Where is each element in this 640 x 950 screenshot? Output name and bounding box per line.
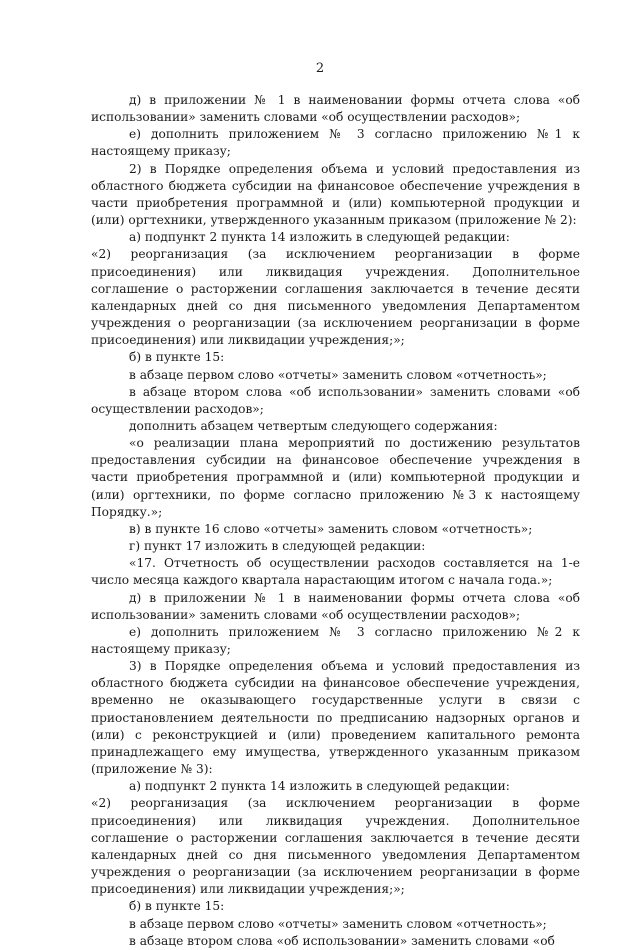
paragraph: е) дополнить приложением № 3 согласно приложению №1 к настоящему приказу; [91, 127, 580, 159]
paragraph: в абзаце втором слова «об использовании» заменить словами «об [129, 933, 555, 948]
paragraph: в) в пункте 16 слово «отчеты» заменить словом «отчетность»; [129, 521, 533, 536]
paragraph: б) в пункте 15: [129, 899, 225, 914]
paragraph: 2) в Порядке определения объема и условий предоставления из областного бюджета субсидии на финансовое обеспечение учреждения в части приобретения программной и (или) компьютерной продукции и (или) оргтехники, утвержденного указанным приказом (приложение № 2): [91, 161, 580, 228]
paragraph: 3) в Порядке определения объема и условий предоставления из областного бюджета субсидии на финансовое обеспечение учреждения, временно не оказывающего государственные услуги в связи с приостановлением деятельности по предписанию надзорных органов и (или) с реконструкцией и (или) проведением капитального ремонта принадлежащего ему имущества, утвержденного указанным приказом (приложение № 3): [91, 659, 580, 777]
paragraph: г) пункт 17 изложить в следующей редакции: [129, 539, 426, 554]
paragraph: е) дополнить приложением № 3 согласно приложению №2 к настоящему приказу; [91, 624, 580, 656]
document-body [91, 92, 580, 950]
paragraph: в абзаце втором слова «об использовании» заменить словами «об осуществлении расходов»; [91, 384, 580, 416]
paragraph: «о реализации плана мероприятий по достижению результатов предоставления субсидии на финансовое обеспечение учреждения в части приобретения программной и (или) компьютерной продукции и (или) оргтехники, по форме согласно приложению №3 к настоящему Порядку.»; [91, 436, 580, 519]
paragraph: «2) реорганизация (за исключением реорганизации в форме присоединения) или ликвидация учреждения. Дополнительное соглашение о расторжении соглашения заключается в течение десяти календарных дней со дня письменного уведомления Департаментом учреждения о реорганизации (за исключением реорганизации в форме присоединения) или ликвидации учреждения;»; [91, 247, 580, 348]
paragraph: «2) реорганизация (за исключением реорганизации в форме присоединения) или ликвидация учреждения. Дополнительное соглашение о расторжении соглашения заключается в течение десяти календарных дней со дня письменного уведомления Департаментом учреждения о реорганизации (за исключением реорганизации в форме присоединения) или ликвидации учреждения;»; [91, 796, 580, 897]
paragraph: в абзаце первом слово «отчеты» заменить словом «отчетность»; [129, 367, 547, 382]
paragraph: д) в приложении № 1 в наименовании формы отчета слова «об использовании» заменить словами «об осуществлении расходов»; [91, 590, 580, 622]
paragraph: а) подпункт 2 пункта 14 изложить в следующей редакции: [129, 779, 510, 794]
paragraph: д) в приложении № 1 в наименовании формы отчета слова «об использовании» заменить словами «об осуществлении расходов»; [91, 93, 580, 125]
paragraph: «17. Отчетность об осуществлении расходов составляется на 1-е число месяца каждого квартала нарастающим итогом с начала года.»; [91, 556, 580, 588]
paragraph: дополнить абзацем четвертым следующего содержания: [129, 418, 498, 433]
paragraph: в абзаце первом слово «отчеты» заменить словом «отчетность»; [129, 916, 547, 931]
paragraph: б) в пункте 15: [129, 350, 225, 365]
paragraph: а) подпункт 2 пункта 14 изложить в следующей редакции: [129, 230, 510, 245]
page-number: 2 [315, 61, 325, 76]
